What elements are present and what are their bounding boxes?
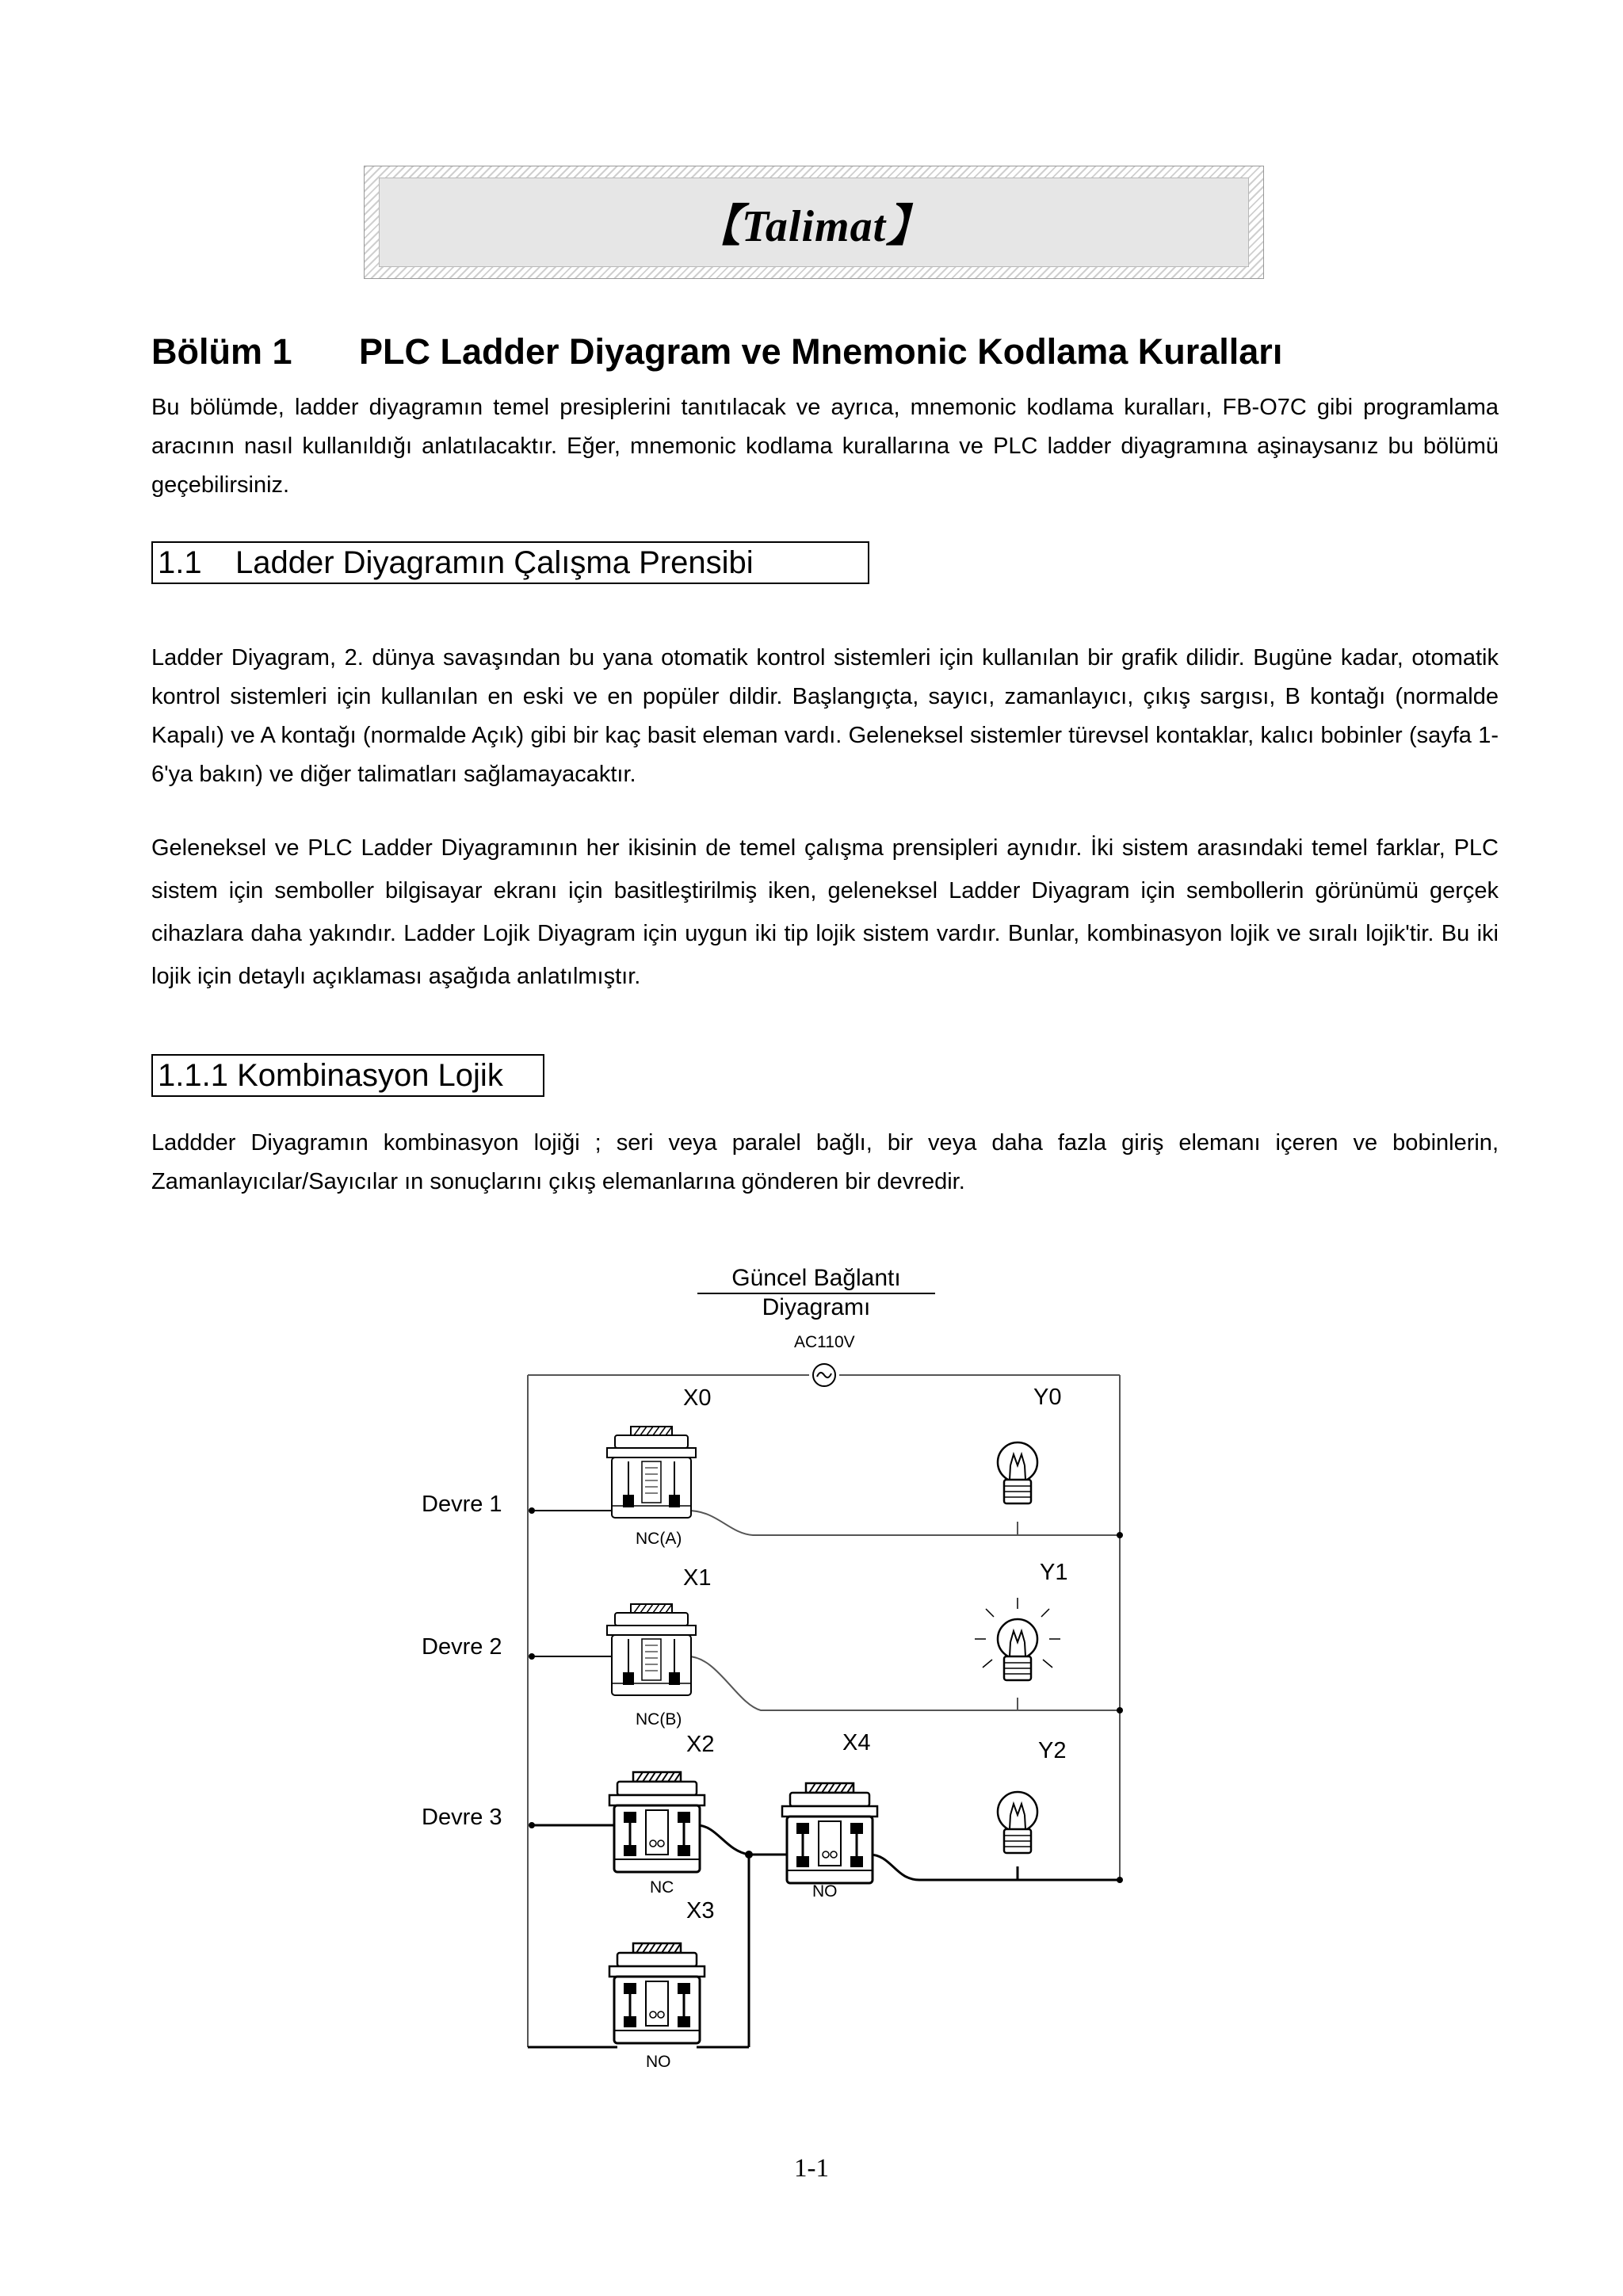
x4-type-label: NO (812, 1882, 838, 1901)
x1-push-button-icon (607, 1604, 696, 1695)
y0-label: Y0 (1033, 1385, 1062, 1410)
banner-title: 【Talimat】 (696, 201, 932, 251)
section-1-1-paragraph-1: Ladder Diyagram, 2. dünya savaşından bu yana otomatik kontrol sistemleri için kullanılan bir grafik dilidir. Bugüne kadar, otomatik kontrol sistemleri için kullanılan en eski ve en popüler dildir. Başlangıçta, sayıcı, zamanlayıcı, çıkış sargısı, B kontağı (normalde Kapalı) ve A kontağı (normalde Açık) gibi bir kaç basit eleman vardı. Geleneksel sistemler türevsel kontaklar, kalıcı bobinler (sayfa 1-6'ya bakın) ve diğer talimatları sağlamayacaktır. (151, 645, 1499, 787)
x3-label: X3 (686, 1898, 715, 1924)
figure-title-line-2: Diyagramı (762, 1294, 871, 1320)
x1-type-label: NC(B) (636, 1710, 682, 1729)
circuit-3-label: Devre 3 (422, 1805, 502, 1830)
x0-push-button-icon (607, 1427, 696, 1518)
x0-label: X0 (683, 1385, 712, 1411)
page-number: 1-1 (794, 2154, 829, 2183)
section-1-1-paragraph-2: Geleneksel ve PLC Ladder Diyagramının her ikisinin de temel çalışma prensipleri aynıdır. İki sistem arasındaki temel farklar, PLC sistem için semboller bilgisayar ekranı için basitleştirilmiş iken, geleneksel Ladder Diyagram için sembollerin görünümü gerçek cihazlara daha yakındır. Ladder Lojik Diyagram için uygun iki tip lojik sistem vardır. Bunlar, kombinasyon lojik ve sıralı lojik'tir. Bu iki lojik için detaylı açıklaması aşağıda anlatılmıştır. (151, 835, 1499, 989)
x4-push-button-icon (782, 1783, 877, 1883)
y2-lamp-icon (998, 1792, 1037, 1853)
x2-type-label: NC (650, 1878, 674, 1897)
chapter-number: Bölüm 1 (151, 331, 292, 372)
x3-type-label: NO (646, 2053, 671, 2071)
x1-label: X1 (683, 1565, 712, 1591)
circuit-1-label: Devre 1 (422, 1492, 502, 1517)
section-1-1-1-paragraph: Laddder Diyagramın kombinasyon lojiği ; seri veya paralel bağlı, bir veya daha fazla giriş elemanı içeren ve bobinlerin, Zamanlayıcılar/Sayıcılar ın sonuçlarını çıkış elemanlarına gönderen bir devredir. (151, 1130, 1499, 1194)
figure-title-line-1: Güncel Bağlantı (697, 1265, 935, 1294)
supply-label: AC110V (794, 1333, 855, 1351)
y1-lamp-lit-icon (975, 1598, 1060, 1680)
section-1-1-1-heading: 1.1.1 Kombinasyon Lojik (151, 1054, 544, 1097)
x0-type-label: NC(A) (636, 1530, 682, 1548)
chapter-title: PLC Ladder Diyagram ve Mnemonic Kodlama Kuralları (359, 331, 1283, 372)
x3-push-button-icon (609, 1943, 705, 2043)
chapter-intro: Bu bölümde, ladder diyagramın temel presiplerini tanıtılacak ve ayrıca, mnemonic kodlama kuralları, FB-O7C gibi programlama aracının nasıl kullanıldığı anlatılacaktır. Eğer, mnemonic kodlama kurallarına ve PLC ladder diyagramına aşinaysanız bu bölümü geçebilirsiniz. (151, 395, 1499, 498)
circuit-2-label: Devre 2 (422, 1634, 502, 1660)
x2-push-button-icon (609, 1772, 705, 1872)
y2-label: Y2 (1038, 1738, 1067, 1763)
ac-supply-icon (813, 1364, 835, 1386)
section-1-1-title: Ladder Diyagramın Çalışma Prensibi (235, 545, 754, 580)
x2-label: X2 (686, 1732, 715, 1757)
section-1-1-number: 1.1 (158, 545, 202, 580)
x4-label: X4 (842, 1730, 871, 1755)
y0-lamp-icon (998, 1442, 1037, 1503)
y1-label: Y1 (1040, 1560, 1068, 1585)
